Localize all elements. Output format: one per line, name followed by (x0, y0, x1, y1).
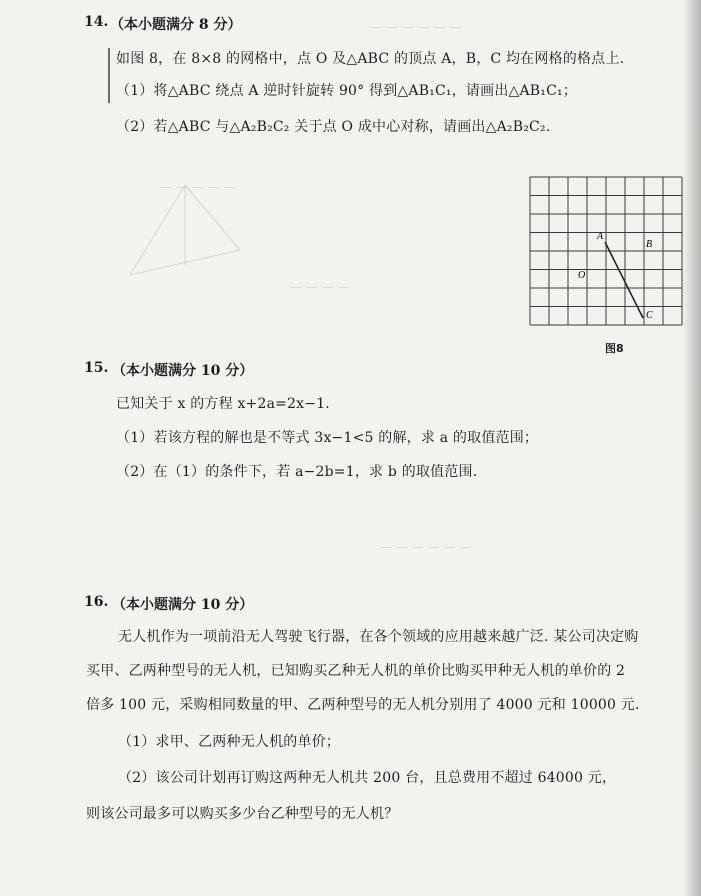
grid-figure-8 (528, 175, 684, 327)
point-label-c: C (646, 310, 653, 321)
q16-number: 16. (84, 594, 109, 610)
q16-line1: 无人机作为一项前沿无人驾驶飞行器，在各个领域的应用越来越广泛. 某公司决定购 (118, 629, 639, 645)
bleed-through-text: — — — — (290, 280, 350, 294)
bleed-through-figure (110, 180, 260, 290)
q14-points: （本小题满分 8 分） (110, 17, 242, 33)
point-label-a: A (597, 231, 604, 242)
q15-number: 15. (84, 360, 109, 376)
q14-part1: （1）将△ABC 绕点 A 逆时针旋转 90° 得到△AB₁C₁，请画出△AB₁C₁； (116, 83, 578, 99)
bleed-through-text: — — — — — (160, 180, 236, 194)
q14-part2: （2）若△ABC 与△A₂B₂C₂ 关于点 O 成中心对称，请画出△A₂B₂C₂. (116, 119, 551, 135)
q15-part2: （2）在（1）的条件下，若 a−2b=1，求 b 的取值范围. (116, 464, 478, 480)
bleed-through-text: — — — — — — (370, 20, 462, 34)
point-label-b: B (646, 239, 653, 250)
q15-part1: （1）若该方程的解也是不等式 3x−1<5 的解，求 a 的取值范围； (116, 430, 539, 446)
bleed-through-text: — — — — — — (380, 540, 472, 554)
q16-part1: （1）求甲、乙两种无人机的单价； (118, 734, 341, 750)
figure-caption: 图8 (605, 342, 624, 355)
q16-line3: 倍多 100 元，采购相同数量的甲、乙两种型号的无人机分别用了 4000 元和 10000 元. (86, 697, 640, 713)
q16-line2: 买甲、乙两种型号的无人机，已知购买乙种无人机的单价比购买甲种无人机的单价的 2 (86, 663, 626, 679)
q16-part2-line2: 则该公司最多可以购买多少台乙种型号的无人机？ (86, 806, 399, 822)
q14-number: 14. (84, 14, 109, 30)
q15-points: （本小题满分 10 分） (112, 363, 254, 379)
page-edge-shadow (683, 0, 701, 896)
q16-points: （本小题满分 10 分） (112, 597, 254, 613)
q16-part2-line1: （2）该公司计划再订购这两种无人机共 200 台，且总费用不超过 64000 元， (118, 770, 617, 786)
point-label-o: O (578, 270, 586, 281)
margin-mark (108, 48, 110, 103)
q14-intro: 如图 8，在 8×8 的网格中，点 O 及△ABC 的顶点 A，B，C 均在网格的格点上. (116, 51, 625, 67)
q15-intro: 已知关于 x 的方程 x+2a=2x−1. (116, 396, 330, 412)
